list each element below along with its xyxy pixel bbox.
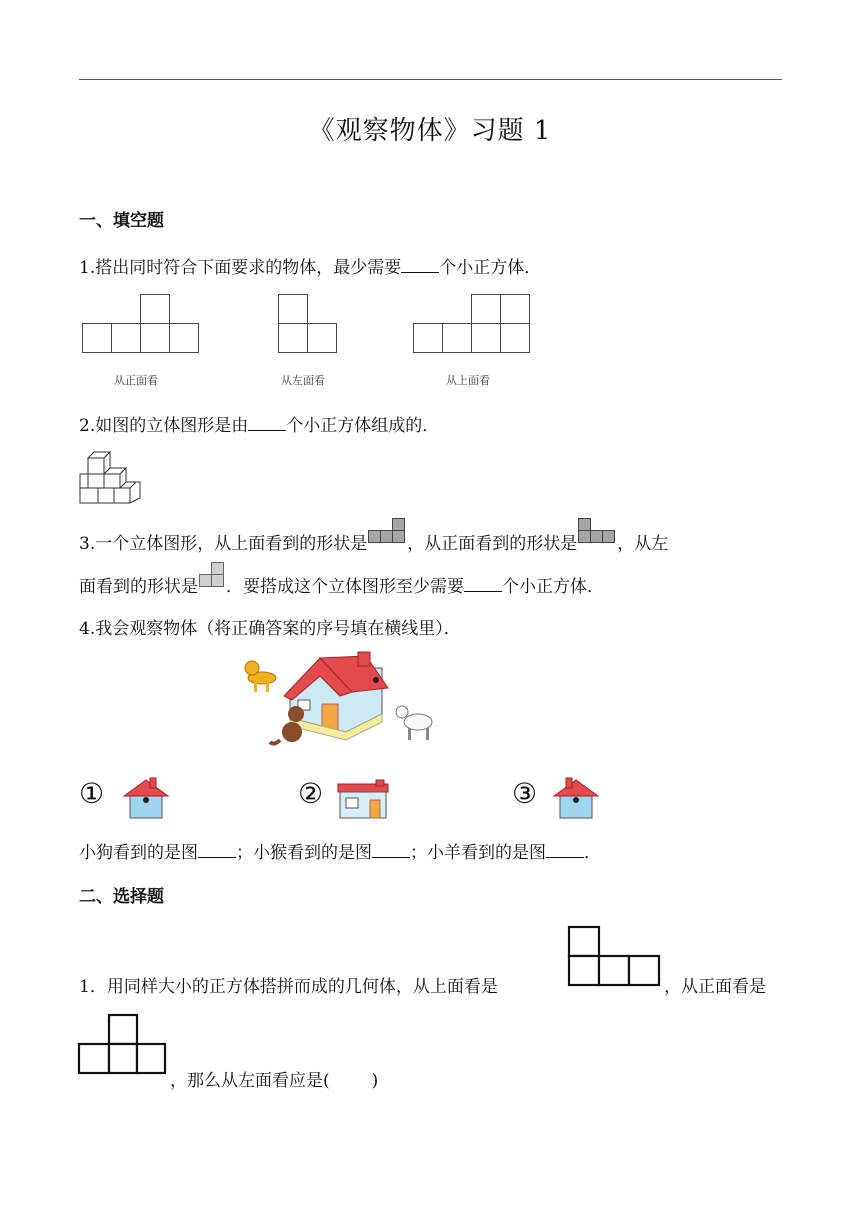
mc-question-1-line-1 bbox=[79, 972, 498, 997]
question-2-text: 2.如图的立体图形是由 bbox=[79, 416, 249, 436]
page-title: 《观察物体》习题 1 bbox=[308, 116, 552, 146]
caption-left-view: 从左面看 bbox=[281, 374, 325, 387]
dog-view-text: 小狗看到的是图 bbox=[79, 843, 198, 863]
question-4-tail: ． bbox=[584, 843, 601, 863]
question-3-text: ．要搭成这个立体图形至少需要 bbox=[226, 577, 464, 597]
choice-2-label: ② bbox=[298, 777, 324, 810]
question-4: 4.我会观察物体（将正确答案的序号填在横线里）． bbox=[79, 619, 461, 639]
answer-blank bbox=[546, 841, 584, 858]
goat-view-text: ；小羊看到的是图 bbox=[410, 843, 546, 863]
cube-stack-figure bbox=[80, 446, 142, 504]
answer-blank bbox=[464, 575, 502, 592]
mc-question-1-text: ，那么从左面看应是( bbox=[170, 1071, 330, 1091]
mc-question-1-line-2 bbox=[170, 1066, 378, 1091]
answer-blank bbox=[198, 841, 236, 858]
caption-front-view: 从正面看 bbox=[114, 374, 158, 387]
answer-blank bbox=[248, 414, 286, 431]
house-scene-illustration bbox=[240, 648, 440, 752]
monkey-view-text: ；小猴看到的是图 bbox=[236, 843, 372, 863]
mc-question-1-tail: ) bbox=[371, 1071, 379, 1091]
top-rule bbox=[79, 79, 782, 80]
question-1 bbox=[79, 253, 541, 278]
question-2 bbox=[79, 411, 439, 436]
section-heading-multiple-choice: 二、选择题 bbox=[79, 887, 164, 907]
question-1-text: 1.搭出同时符合下面要求的物体，最少需要 bbox=[79, 258, 402, 278]
q3-top-view-icon bbox=[367, 531, 407, 551]
choice-1-label: ① bbox=[79, 777, 105, 810]
question-3-line-2 bbox=[79, 572, 604, 597]
question-3-text: 面看到的形状是 bbox=[79, 577, 198, 597]
answer-blank bbox=[401, 256, 439, 273]
question-3-text: 3.一个立体图形，从上面看到的形状是 bbox=[79, 534, 368, 554]
question-3-tail: 个小正方体． bbox=[502, 577, 604, 597]
choice-1-house-icon bbox=[124, 778, 168, 820]
choice-3-house-icon bbox=[554, 778, 598, 820]
mc1-front-view-grid bbox=[77, 1013, 169, 1075]
caption-top-view: 从上面看 bbox=[446, 374, 490, 387]
mc-question-1-text-2: ，从正面看是 bbox=[664, 977, 766, 997]
question-4-answers bbox=[79, 838, 601, 863]
answer-blank bbox=[372, 841, 410, 858]
choice-2-house-icon bbox=[338, 780, 390, 820]
top-view-grid bbox=[413, 293, 533, 355]
front-view-grid bbox=[82, 293, 202, 355]
q3-left-view-icon bbox=[198, 574, 226, 594]
mc-question-1-text: 1．用同样大小的正方体搭拼而成的几何体，从上面看是 bbox=[79, 977, 498, 997]
question-3-text: ，从正面看到的形状是 bbox=[407, 534, 578, 554]
question-2-tail: 个小正方体组成的． bbox=[286, 416, 440, 436]
question-3-line-1 bbox=[79, 529, 668, 554]
q3-front-view-icon bbox=[577, 531, 617, 551]
question-3-text: ，从左 bbox=[617, 534, 669, 554]
left-view-grid bbox=[278, 293, 340, 355]
choice-3-label: ③ bbox=[512, 777, 538, 810]
question-1-tail: 个小正方体． bbox=[439, 258, 542, 278]
section-heading-fill-blank: 一、填空题 bbox=[79, 211, 164, 231]
mc1-top-view-grid bbox=[567, 925, 663, 987]
